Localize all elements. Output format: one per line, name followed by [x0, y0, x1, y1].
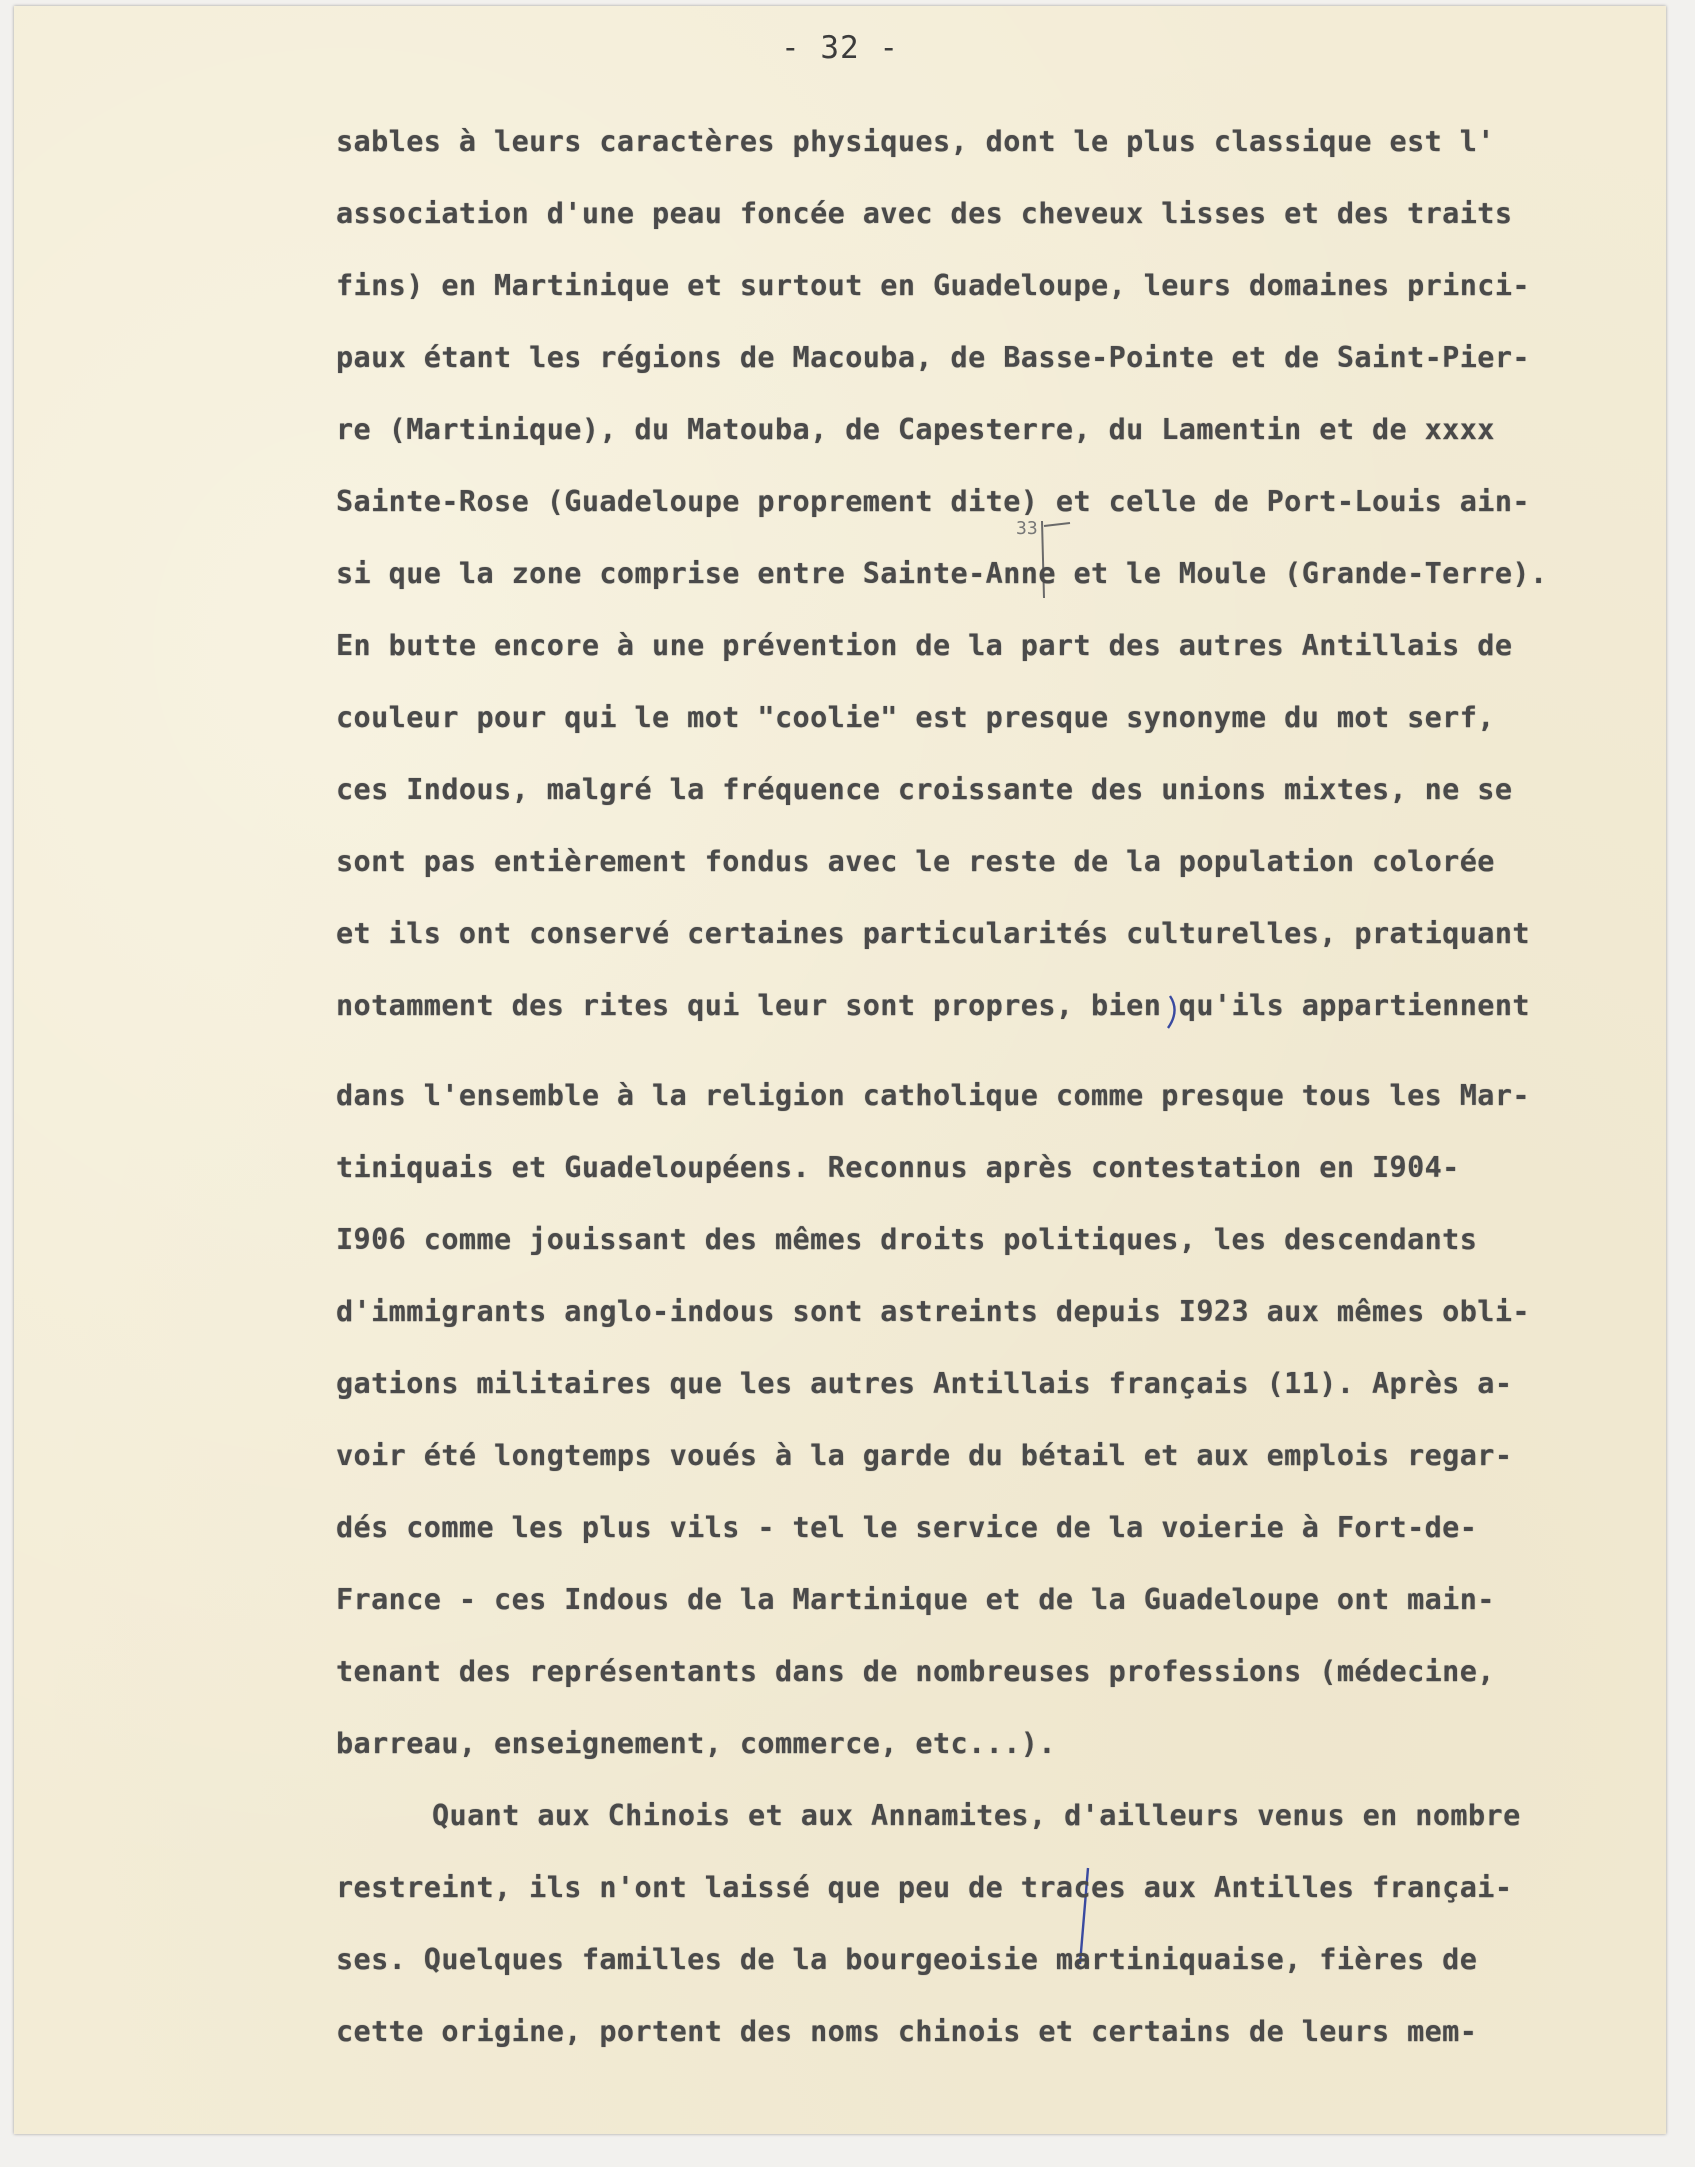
text-line: cette origine, portent des noms chinois et certains de leurs mem-: [336, 2015, 1478, 2048]
page-number: - 32 -: [781, 30, 899, 66]
paragraph-start-line: Quant aux Chinois et aux Annamites, d'ailleurs venus en nombre: [432, 1799, 1521, 1832]
text-line: France - ces Indous de la Martinique et de la Guadeloupe ont main-: [336, 1583, 1495, 1616]
text-line: ces Indous, malgré la fréquence croissante des unions mixtes, ne se: [336, 773, 1513, 806]
text-line: dans l'ensemble à la religion catholique comme presque tous les Mar-: [336, 1079, 1530, 1112]
text-line: si que la zone comprise entre Sainte-Anne et le Moule (Grande-Terre).: [336, 557, 1548, 590]
text-line: re (Martinique), du Matouba, de Capesterre, du Lamentin et de xxxx: [336, 413, 1495, 446]
text-line: couleur pour qui le mot "coolie" est presque synonyme du mot serf,: [336, 701, 1495, 734]
text-line: Sainte-Rose (Guadeloupe proprement dite) et celle de Port-Louis ain-: [336, 485, 1530, 518]
text-line: I906 comme jouissant des mêmes droits politiques, les descendants: [336, 1223, 1478, 1256]
text-line: notamment des rites qui leur sont propres, bien qu'ils appartiennent: [336, 989, 1530, 1022]
text-line: barreau, enseignement, commerce, etc...).: [336, 1727, 1056, 1760]
text-line: d'immigrants anglo-indous sont astreints depuis I923 aux mêmes obli-: [336, 1295, 1530, 1328]
text-line: gations militaires que les autres Antillais français (11). Après a-: [336, 1367, 1513, 1400]
text-line: dés comme les plus vils - tel le service de la voierie à Fort-de-: [336, 1511, 1478, 1544]
text-line: tiniquais et Guadeloupéens. Reconnus après contestation en I904-: [336, 1151, 1460, 1184]
text-line: voir été longtemps voués à la garde du bétail et aux emplois regar-: [336, 1439, 1513, 1472]
body-text: [336, 106, 1666, 2068]
text-line: paux étant les régions de Macouba, de Basse-Pointe et de Saint-Pier-: [336, 341, 1530, 374]
text-line: association d'une peau foncée avec des cheveux lisses et des traits: [336, 197, 1513, 230]
text-line: En butte encore à une prévention de la part des autres Antillais de: [336, 629, 1513, 662]
text-line: et ils ont conservé certaines particularités culturelles, pratiquant: [336, 917, 1530, 950]
document-page: [14, 6, 1666, 2134]
text-line: restreint, ils n'ont laissé que peu de traces aux Antilles françai-: [336, 1871, 1513, 1904]
text-line: sont pas entièrement fondus avec le reste de la population colorée: [336, 845, 1495, 878]
text-line: tenant des représentants dans de nombreuses professions (médecine,: [336, 1655, 1495, 1688]
text-line: fins) en Martinique et surtout en Guadeloupe, leurs domaines princi-: [336, 269, 1530, 302]
margin-note: 33: [1016, 518, 1038, 539]
text-line: sables à leurs caractères physiques, dont le plus classique est l': [336, 125, 1495, 158]
text-line: ses. Quelques familles de la bourgeoisie martiniquaise, fières de: [336, 1943, 1478, 1976]
